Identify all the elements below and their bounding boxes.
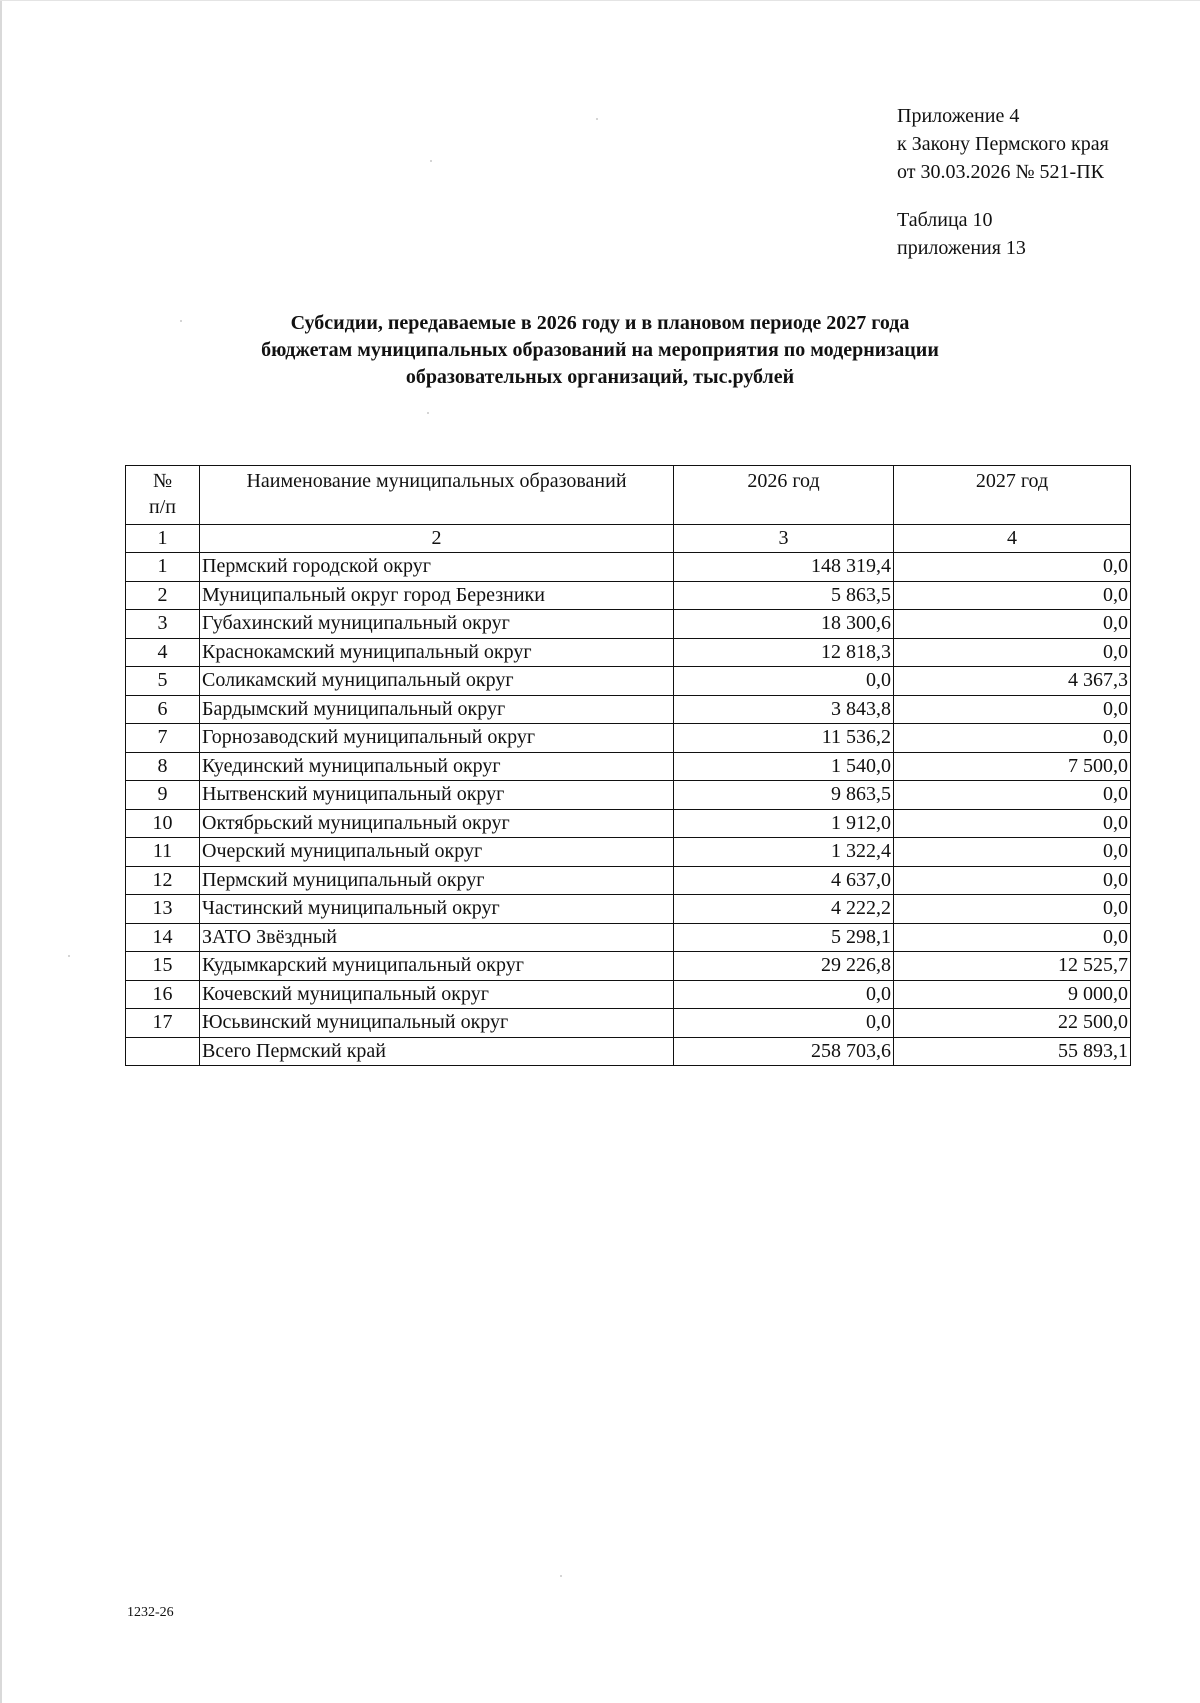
value-2026: 0,0 <box>674 980 894 1009</box>
municipality-name: Кочевский муниципальный округ <box>200 980 674 1009</box>
appendix-reference <box>897 102 1109 186</box>
row-number: 9 <box>126 781 200 810</box>
municipality-name: Пермский муниципальный округ <box>200 866 674 895</box>
row-number: 16 <box>126 980 200 1009</box>
value-2026: 4 222,2 <box>674 895 894 924</box>
row-number: 17 <box>126 1009 200 1038</box>
value-2026: 5 863,5 <box>674 581 894 610</box>
column-number: 2 <box>200 525 674 553</box>
value-2027: 12 525,7 <box>894 952 1131 981</box>
value-2027: 0,0 <box>894 895 1131 924</box>
value-2027: 22 500,0 <box>894 1009 1131 1038</box>
value-2026: 9 863,5 <box>674 781 894 810</box>
municipality-name: Частинский муниципальный округ <box>200 895 674 924</box>
table-row <box>126 838 1131 867</box>
value-2026: 1 322,4 <box>674 838 894 867</box>
value-2027: 0,0 <box>894 724 1131 753</box>
value-2026: 0,0 <box>674 667 894 696</box>
value-2026: 3 843,8 <box>674 695 894 724</box>
municipality-name: Нытвенский муниципальный округ <box>200 781 674 810</box>
scan-speck <box>427 412 429 414</box>
municipality-name: Пермский городской округ <box>200 553 674 582</box>
municipality-name: Всего Пермский край <box>200 1037 674 1066</box>
municipality-name: Горнозаводский муниципальный округ <box>200 724 674 753</box>
table-reference <box>897 206 1026 262</box>
municipality-name: ЗАТО Звёздный <box>200 923 674 952</box>
table-row <box>126 980 1131 1009</box>
row-number: 13 <box>126 895 200 924</box>
value-2026: 18 300,6 <box>674 610 894 639</box>
row-number: 1 <box>126 553 200 582</box>
row-number: 14 <box>126 923 200 952</box>
table-row <box>126 895 1131 924</box>
row-number: 15 <box>126 952 200 981</box>
scan-speck <box>596 118 598 120</box>
value-2026: 1 912,0 <box>674 809 894 838</box>
column-number: 1 <box>126 525 200 553</box>
value-2026: 258 703,6 <box>674 1037 894 1066</box>
scan-edge <box>0 0 2 1703</box>
value-2027: 0,0 <box>894 695 1131 724</box>
scan-speck <box>180 320 182 322</box>
scan-edge-top <box>0 0 1200 1</box>
appendix-line-3: от 30.03.2026 № 521-ПК <box>897 161 1105 183</box>
header-2026: 2026 год <box>674 466 894 525</box>
row-number: 8 <box>126 752 200 781</box>
title-line-1: Субсидии, передаваемые в 2026 году и в плановом периоде 2027 года <box>290 312 910 334</box>
column-number: 3 <box>674 525 894 553</box>
table-total-row <box>126 1037 1131 1066</box>
table-row <box>126 752 1131 781</box>
column-numbers-row <box>126 525 1131 553</box>
value-2027: 4 367,3 <box>894 667 1131 696</box>
scan-speck <box>430 160 432 162</box>
header-2027: 2027 год <box>894 466 1131 525</box>
row-number: 10 <box>126 809 200 838</box>
header-name: Наименование муниципальных образований <box>200 466 674 525</box>
value-2027: 0,0 <box>894 809 1131 838</box>
value-2026: 0,0 <box>674 1009 894 1038</box>
table-row <box>126 610 1131 639</box>
table-row <box>126 952 1131 981</box>
table-row <box>126 809 1131 838</box>
municipality-name: Очерский муниципальный округ <box>200 838 674 867</box>
table-row <box>126 923 1131 952</box>
table-row <box>126 781 1131 810</box>
header-num <box>126 466 200 525</box>
value-2026: 148 319,4 <box>674 553 894 582</box>
table-row <box>126 553 1131 582</box>
value-2026: 12 818,3 <box>674 638 894 667</box>
header-num-line-1: № <box>152 470 173 492</box>
table-ref-line-1: Таблица 10 <box>897 209 993 231</box>
row-number: 7 <box>126 724 200 753</box>
table-row <box>126 581 1131 610</box>
municipality-name: Краснокамский муниципальный округ <box>200 638 674 667</box>
appendix-line-2: к Закону Пермского края <box>897 133 1109 155</box>
row-number: 6 <box>126 695 200 724</box>
table-ref-line-2: приложения 13 <box>897 237 1026 259</box>
column-number: 4 <box>894 525 1131 553</box>
header-num-line-2: п/п <box>149 496 176 518</box>
table-row <box>126 724 1131 753</box>
value-2027: 0,0 <box>894 866 1131 895</box>
value-2026: 1 540,0 <box>674 752 894 781</box>
value-2027: 0,0 <box>894 553 1131 582</box>
value-2027: 0,0 <box>894 923 1131 952</box>
scan-speck <box>68 955 70 957</box>
value-2027: 0,0 <box>894 838 1131 867</box>
value-2026: 11 536,2 <box>674 724 894 753</box>
value-2026: 29 226,8 <box>674 952 894 981</box>
municipality-name: Соликамский муниципальный округ <box>200 667 674 696</box>
value-2027: 7 500,0 <box>894 752 1131 781</box>
value-2027: 9 000,0 <box>894 980 1131 1009</box>
municipality-name: Юсьвинский муниципальный округ <box>200 1009 674 1038</box>
document-code: 1232-26 <box>127 1605 174 1620</box>
municipality-name: Губахинский муниципальный округ <box>200 610 674 639</box>
municipality-name: Кудымкарский муниципальный округ <box>200 952 674 981</box>
value-2026: 5 298,1 <box>674 923 894 952</box>
municipality-name: Муниципальный округ город Березники <box>200 581 674 610</box>
table-row <box>126 695 1131 724</box>
row-number: 11 <box>126 838 200 867</box>
value-2027: 55 893,1 <box>894 1037 1131 1066</box>
municipality-name: Бардымский муниципальный округ <box>200 695 674 724</box>
value-2027: 0,0 <box>894 781 1131 810</box>
municipality-name: Куединский муниципальный округ <box>200 752 674 781</box>
row-number <box>126 1037 200 1066</box>
appendix-line-1: Приложение 4 <box>897 105 1020 127</box>
table-row <box>126 1009 1131 1038</box>
value-2027: 0,0 <box>894 581 1131 610</box>
value-2027: 0,0 <box>894 610 1131 639</box>
table-row <box>126 667 1131 696</box>
table-header-row <box>126 466 1131 525</box>
row-number: 2 <box>126 581 200 610</box>
subsidy-table <box>125 465 1131 1066</box>
table-row <box>126 866 1131 895</box>
row-number: 12 <box>126 866 200 895</box>
value-2026: 4 637,0 <box>674 866 894 895</box>
municipality-name: Октябрьский муниципальный округ <box>200 809 674 838</box>
row-number: 4 <box>126 638 200 667</box>
row-number: 3 <box>126 610 200 639</box>
row-number: 5 <box>126 667 200 696</box>
title-line-2: бюджетам муниципальных образований на мероприятия по модернизации <box>261 339 939 361</box>
value-2027: 0,0 <box>894 638 1131 667</box>
scan-speck <box>560 1575 562 1577</box>
title-line-3: образовательных организаций, тыс.рублей <box>405 366 795 388</box>
document-title <box>150 310 1050 391</box>
table-row <box>126 638 1131 667</box>
